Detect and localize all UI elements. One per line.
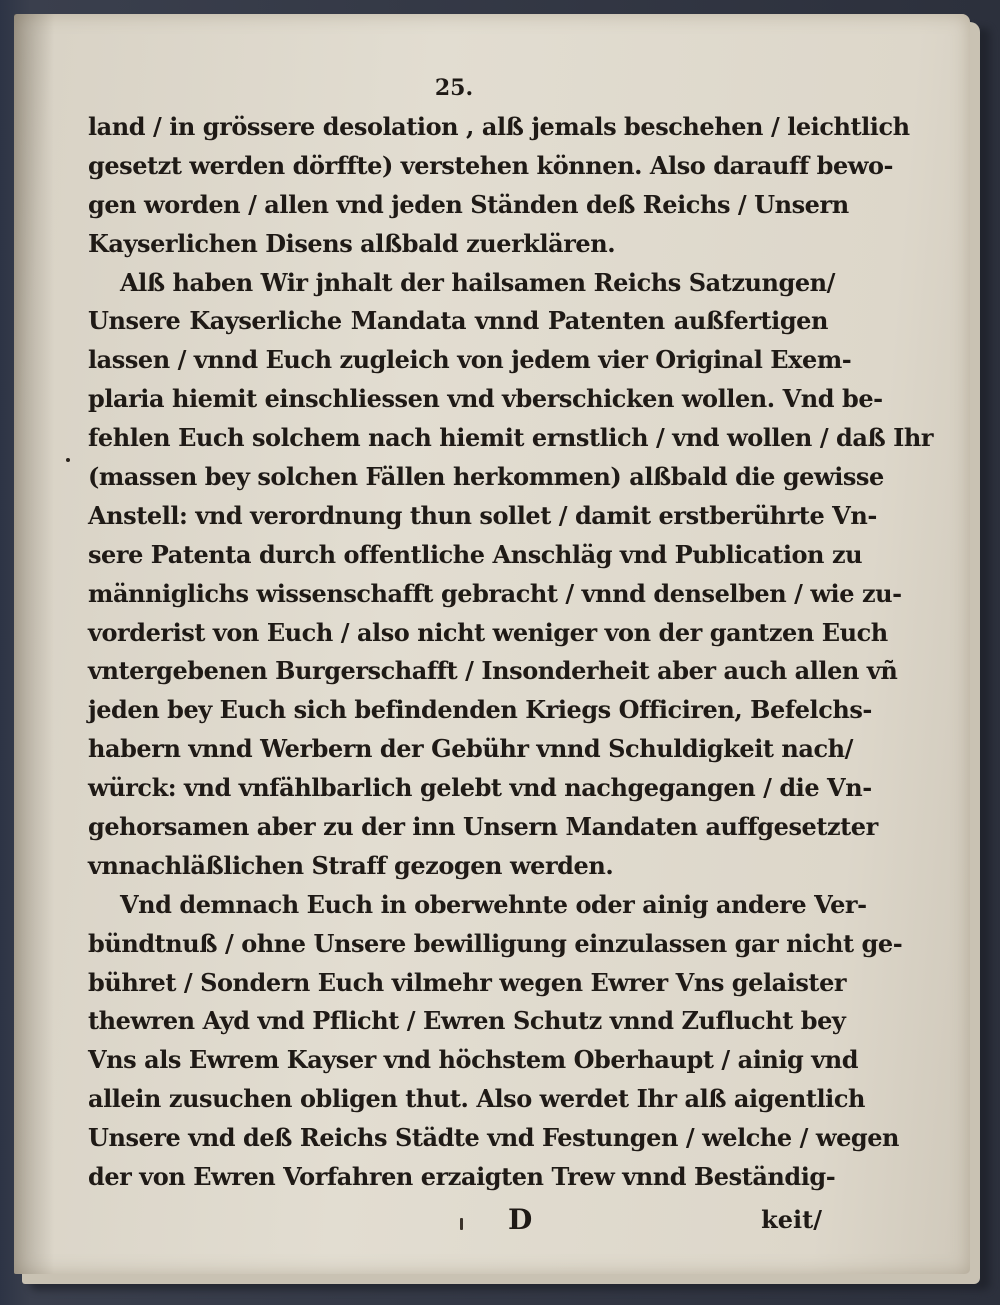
text-line: land / in grössere desolation , alß jemals beschehen / leichtlich: [88, 112, 910, 141]
text-line: gehorsamen aber zu der inn Unsern Mandaten auffgesetzter: [88, 812, 878, 842]
text-line: der von Ewren Vorfahren erzaigten Trew vnnd Beständig-: [88, 1162, 836, 1192]
text-line: habern vnnd Werbern der Gebühr vnnd Schuldigkeit nach/: [88, 734, 853, 764]
text-line: fehlen Euch solchem nach hiemit ernstlich / vnd wollen / daß Ihr: [88, 423, 934, 453]
page-number: 25.: [434, 75, 474, 101]
ink-speck: [66, 458, 70, 462]
ink-mark: [460, 1218, 463, 1230]
text-line: bündtnuß / ohne Unsere bewilligung einzulassen gar nicht ge-: [88, 928, 903, 958]
text-line: Kayserlichen Disens alßbald zuerklären.: [88, 228, 616, 258]
text-line: vntergebenen Burgerschafft / Insonderheit aber auch allen vñ: [88, 656, 898, 686]
text-line: Alß haben Wir jnhalt der hailsamen Reichs Satzungen/: [120, 267, 835, 297]
text-line: Vns als Ewrem Kayser vnd höchstem Oberhaupt / ainig vnd: [88, 1045, 859, 1075]
text-line: vorderist von Euch / also nicht weniger von der gantzen Euch: [88, 617, 888, 647]
catchword: keit/: [761, 1204, 822, 1234]
signature-mark: D: [508, 1202, 533, 1236]
text-line: allein zusuchen obligen thut. Also werdet Ihr alß aigentlich: [88, 1084, 865, 1114]
spine-shadow: [14, 14, 54, 1274]
text-line: Anstell: vnd verordnung thun sollet / damit erstberührte Vn-: [88, 500, 877, 530]
text-line: jeden bey Euch sich befindenden Kriegs Officiren, Befelchs-: [88, 695, 872, 725]
text-line: gen worden / allen vnd jeden Ständen deß Reichs / Unsern: [88, 189, 849, 219]
page-footer: [88, 1197, 828, 1243]
text-line: gesetzt werden dörffte) verstehen können. Also darauff bewo-: [88, 150, 894, 180]
text-line: Vnd demnach Euch in oberwehnte oder ainig andere Ver-: [120, 889, 867, 919]
text-line: männiglichs wissenschafft gebracht / vnnd denselben / wie zu-: [88, 578, 902, 608]
text-line: bühret / Sondern Euch vilmehr wegen Ewrer Vns gelaister: [88, 967, 847, 997]
text-line: Unsere vnd deß Reichs Städte vnd Festungen / welche / wegen: [88, 1123, 900, 1153]
text-line: plaria hiemit einschliessen vnd vberschicken wollen. Vnd be-: [88, 384, 883, 414]
text-line: (massen bey solchen Fällen herkommen) alßbald die gewisse: [88, 462, 884, 492]
text-line: lassen / vnnd Euch zugleich von jedem vier Original Exem-: [88, 345, 852, 375]
text-line: würck: vnd vnfählbarlich gelebt vnd nachgegangen / die Vn-: [88, 773, 872, 803]
text-line: Unsere Kayserliche Mandata vnnd Patenten außfertigen: [88, 306, 828, 336]
page-text-block: [88, 68, 934, 1243]
text-line: vnnachläßlichen Straff gezogen werden.: [88, 850, 614, 880]
text-line: thewren Ayd vnd Pflicht / Ewren Schutz vnnd Zuflucht bey: [88, 1006, 846, 1036]
text-line: sere Patenta durch offentliche Anschläg vnd Publication zu: [88, 539, 863, 569]
